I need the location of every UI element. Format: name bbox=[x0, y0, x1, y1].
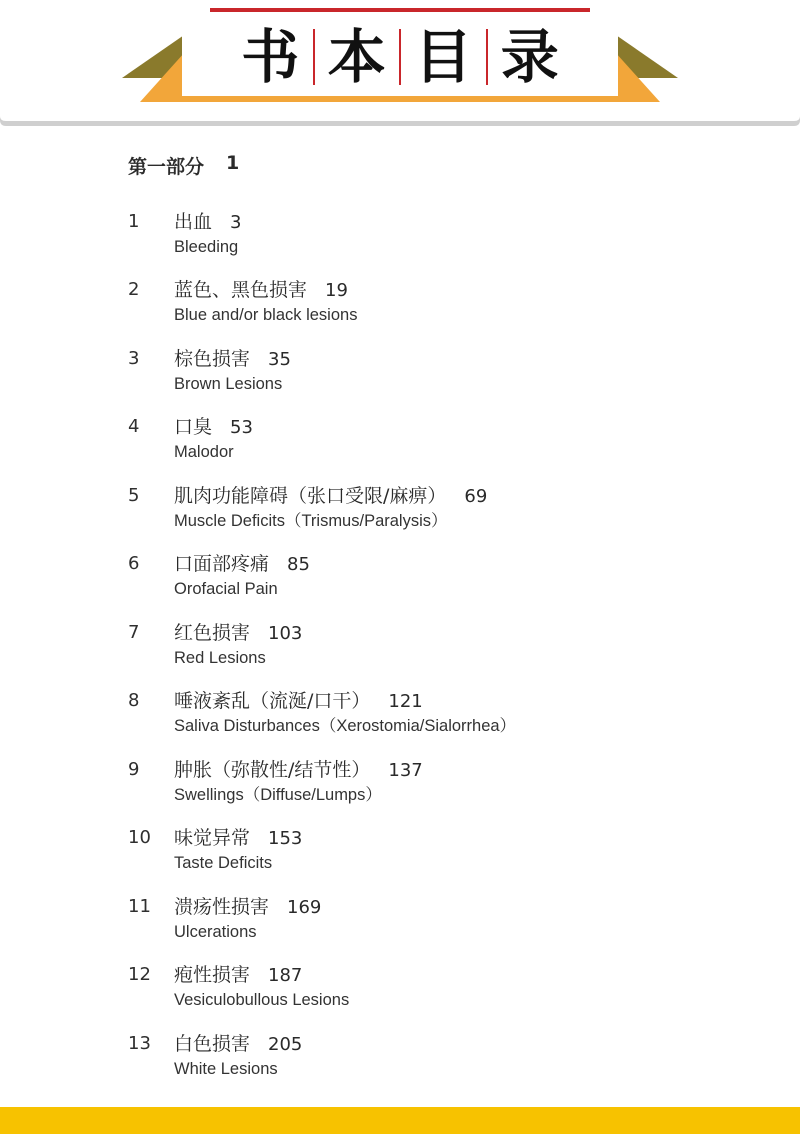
title-char: 目 bbox=[414, 23, 473, 91]
entry-page: 137 bbox=[388, 760, 423, 781]
entry-number: 2 bbox=[128, 279, 140, 300]
toc-entry bbox=[0, 962, 800, 1022]
entry-number: 3 bbox=[128, 348, 140, 369]
entry-number: 4 bbox=[128, 416, 140, 437]
entry-zh-text: 口臭 bbox=[174, 416, 213, 438]
entry-title-en: Muscle Deficits（Trismus/Paralysis） bbox=[174, 512, 448, 530]
entry-zh-text: 味觉异常 bbox=[174, 827, 251, 849]
toc-entry bbox=[0, 209, 800, 269]
entry-zh-text: 蓝色、黑色损害 bbox=[174, 279, 308, 301]
entry-title-zh bbox=[174, 483, 487, 510]
entry-zh-text: 溃疡性损害 bbox=[174, 896, 270, 918]
title-char: 书 bbox=[241, 23, 300, 91]
entry-title-en: Malodor bbox=[174, 443, 234, 461]
entry-page: 85 bbox=[287, 554, 310, 575]
entry-title-zh bbox=[174, 346, 291, 373]
entry-title-en: Saliva Disturbances（Xerostomia/Sialorrhea） bbox=[174, 717, 517, 735]
entry-title-zh bbox=[174, 620, 302, 647]
entry-title-en: Vesiculobullous Lesions bbox=[174, 991, 350, 1009]
entry-page: 187 bbox=[268, 965, 303, 986]
entry-title-en: Orofacial Pain bbox=[174, 580, 278, 598]
toc-entry bbox=[0, 894, 800, 954]
entry-page: 153 bbox=[268, 828, 303, 849]
entry-zh-text: 棕色损害 bbox=[174, 348, 251, 370]
entry-zh-text: 肿胀（弥散性/结节性） bbox=[174, 759, 371, 781]
part-label: 第一部分 bbox=[128, 156, 205, 178]
entry-title-en: Taste Deficits bbox=[174, 854, 273, 872]
entry-number: 12 bbox=[128, 964, 151, 985]
entry-page: 19 bbox=[325, 280, 348, 301]
entry-zh-text: 肌肉功能障碍（张口受限/麻痹） bbox=[174, 485, 447, 507]
entry-page: 53 bbox=[230, 417, 253, 438]
entry-title-zh bbox=[174, 551, 310, 578]
toc-entry bbox=[0, 1031, 800, 1091]
entry-number: 6 bbox=[128, 553, 140, 574]
toc-entry bbox=[0, 346, 800, 406]
entry-title-zh bbox=[174, 962, 302, 989]
entry-title-en: Swellings（Diffuse/Lumps） bbox=[174, 786, 382, 804]
entry-title-zh bbox=[174, 825, 302, 852]
entry-number: 9 bbox=[128, 759, 140, 780]
entry-zh-text: 唾液紊乱（流涎/口干） bbox=[174, 690, 371, 712]
entry-title-zh bbox=[174, 757, 423, 784]
part-page: 1 bbox=[226, 152, 240, 174]
entry-title-zh bbox=[174, 894, 321, 921]
entry-title-zh bbox=[174, 209, 241, 236]
entry-zh-text: 红色损害 bbox=[174, 622, 251, 644]
header-banner bbox=[0, 0, 800, 130]
entry-page: 35 bbox=[268, 349, 291, 370]
entry-number: 5 bbox=[128, 485, 140, 506]
entry-page: 169 bbox=[287, 897, 322, 918]
entry-number: 7 bbox=[128, 622, 140, 643]
entry-page: 3 bbox=[230, 212, 242, 233]
toc-entry bbox=[0, 551, 800, 611]
entry-title-zh bbox=[174, 688, 423, 715]
entry-page: 103 bbox=[268, 623, 303, 644]
toc-entry bbox=[0, 483, 800, 543]
entry-zh-text: 疱性损害 bbox=[174, 964, 251, 986]
entry-number: 11 bbox=[128, 896, 151, 917]
title-char: 录 bbox=[500, 23, 559, 91]
page-title bbox=[228, 18, 572, 96]
entry-title-en: Ulcerations bbox=[174, 923, 257, 941]
entry-title-zh bbox=[174, 1031, 302, 1058]
title-char: 本 bbox=[327, 23, 386, 91]
entry-zh-text: 白色损害 bbox=[174, 1033, 251, 1055]
entry-title-zh bbox=[174, 277, 348, 304]
toc-entry bbox=[0, 277, 800, 337]
entry-number: 1 bbox=[128, 211, 140, 232]
entry-zh-text: 口面部疼痛 bbox=[174, 553, 270, 575]
entry-title-en: Brown Lesions bbox=[174, 375, 283, 393]
entry-zh-text: 出血 bbox=[174, 211, 213, 233]
entry-title-en: Blue and/or black lesions bbox=[174, 306, 358, 324]
entry-title-en: Red Lesions bbox=[174, 649, 266, 667]
toc-entry bbox=[0, 825, 800, 885]
footer-bar bbox=[0, 1107, 800, 1134]
toc-entry bbox=[0, 757, 800, 817]
entry-number: 10 bbox=[128, 827, 151, 848]
entry-title-zh bbox=[174, 414, 253, 441]
entry-title-en: Bleeding bbox=[174, 238, 239, 256]
part-heading bbox=[128, 152, 239, 179]
toc-entry bbox=[0, 414, 800, 474]
entry-page: 205 bbox=[268, 1034, 303, 1055]
entry-title-en: White Lesions bbox=[174, 1060, 278, 1078]
entry-page: 69 bbox=[464, 486, 488, 507]
entry-number: 13 bbox=[128, 1033, 151, 1054]
entry-page: 121 bbox=[388, 691, 423, 712]
entry-number: 8 bbox=[128, 690, 140, 711]
toc-entry bbox=[0, 688, 800, 748]
toc-entry bbox=[0, 620, 800, 680]
